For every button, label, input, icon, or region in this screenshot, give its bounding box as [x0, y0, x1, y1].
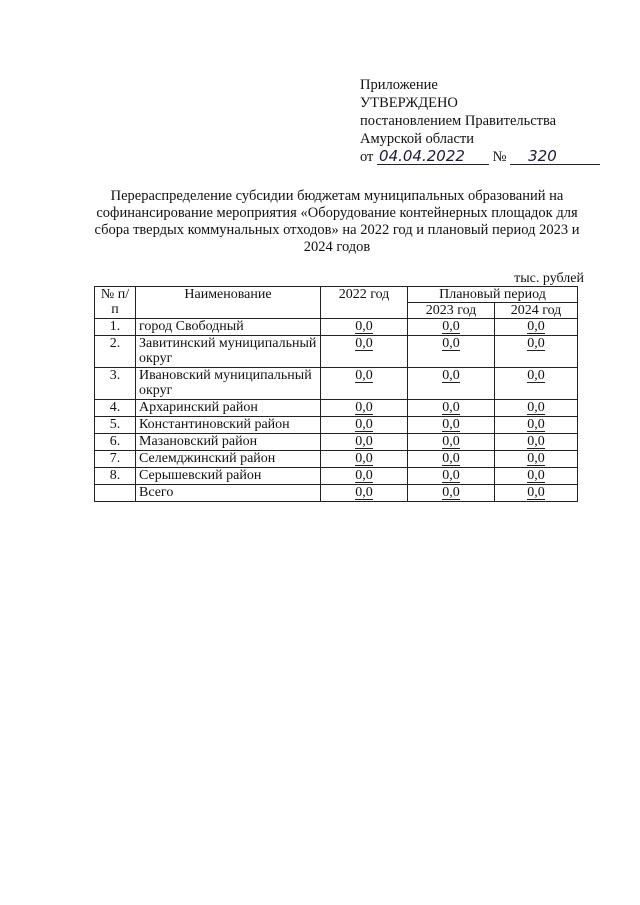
table-row [95, 400, 578, 417]
header-name: Наименование [136, 287, 321, 319]
row-2024: 0,0 [495, 336, 578, 368]
total-2022: 0,0 [321, 485, 408, 502]
header-planned-period: Плановый период [408, 287, 578, 303]
row-name: Ивановский муниципальный округ [136, 368, 321, 400]
row-2023: 0,0 [408, 400, 495, 417]
row-2024: 0,0 [495, 451, 578, 468]
row-number: 3. [95, 368, 136, 400]
total-label: Всего [136, 485, 321, 502]
row-2024: 0,0 [495, 400, 578, 417]
header-2022: 2022 год [321, 287, 408, 319]
date-prefix: от [360, 149, 374, 165]
approval-region-label: Амурской области [360, 131, 474, 147]
number-sign: № [492, 149, 507, 165]
header-number: № п/п [95, 287, 136, 319]
handwritten-number: 320 [510, 148, 600, 165]
row-2022: 0,0 [321, 319, 408, 336]
row-name: Завитинский муниципальный округ [136, 336, 321, 368]
header-2023: 2023 год [408, 303, 495, 319]
row-2023: 0,0 [408, 319, 495, 336]
table-row [95, 336, 578, 368]
row-name: Мазановский район [136, 434, 321, 451]
row-2022: 0,0 [321, 417, 408, 434]
total-row [95, 485, 578, 502]
row-2024: 0,0 [495, 319, 578, 336]
row-2022: 0,0 [321, 400, 408, 417]
units-label: тыс. рублей [514, 271, 584, 286]
header-2024: 2024 год [495, 303, 578, 319]
row-2024: 0,0 [495, 468, 578, 485]
row-2022: 0,0 [321, 368, 408, 400]
row-name: Константиновский район [136, 417, 321, 434]
table-row [95, 319, 578, 336]
row-name: Серышевский район [136, 468, 321, 485]
row-number: 7. [95, 451, 136, 468]
row-2024: 0,0 [495, 417, 578, 434]
approval-appendix-label: Приложение [360, 77, 438, 93]
approval-date-line [360, 148, 600, 166]
row-2023: 0,0 [408, 368, 495, 400]
row-2023: 0,0 [408, 434, 495, 451]
row-2023: 0,0 [408, 451, 495, 468]
approval-decree-label: постановлением Правительства [360, 113, 557, 129]
row-number: 8. [95, 468, 136, 485]
document-title: Перераспределение субсидии бюджетам муниципальных образований на софинансирование мероприятия «Оборудование контейнерных площадок для сбора твердых коммунальных отходов» на 2022 год и плановый период 2023 и 2024 годов [94, 188, 580, 255]
row-2022: 0,0 [321, 434, 408, 451]
row-2023: 0,0 [408, 468, 495, 485]
row-name: Селемджинский район [136, 451, 321, 468]
row-number: 4. [95, 400, 136, 417]
row-2023: 0,0 [408, 417, 495, 434]
row-2022: 0,0 [321, 468, 408, 485]
approval-block [360, 76, 600, 166]
row-2024: 0,0 [495, 434, 578, 451]
row-number: 6. [95, 434, 136, 451]
row-2022: 0,0 [321, 451, 408, 468]
subsidy-table [94, 286, 578, 502]
total-2024: 0,0 [495, 485, 578, 502]
row-name: город Свободный [136, 319, 321, 336]
total-number-cell [95, 485, 136, 502]
table-row [95, 368, 578, 400]
row-number: 5. [95, 417, 136, 434]
table-row [95, 434, 578, 451]
row-2024: 0,0 [495, 368, 578, 400]
row-2022: 0,0 [321, 336, 408, 368]
row-number: 2. [95, 336, 136, 368]
table-row [95, 468, 578, 485]
approval-approved-label: УТВЕРЖДЕНО [360, 95, 458, 111]
row-number: 1. [95, 319, 136, 336]
table-row [95, 417, 578, 434]
row-name: Архаринский район [136, 400, 321, 417]
handwritten-date: 04.04.2022 [377, 148, 489, 165]
row-2023: 0,0 [408, 336, 495, 368]
total-2023: 0,0 [408, 485, 495, 502]
table-row [95, 451, 578, 468]
